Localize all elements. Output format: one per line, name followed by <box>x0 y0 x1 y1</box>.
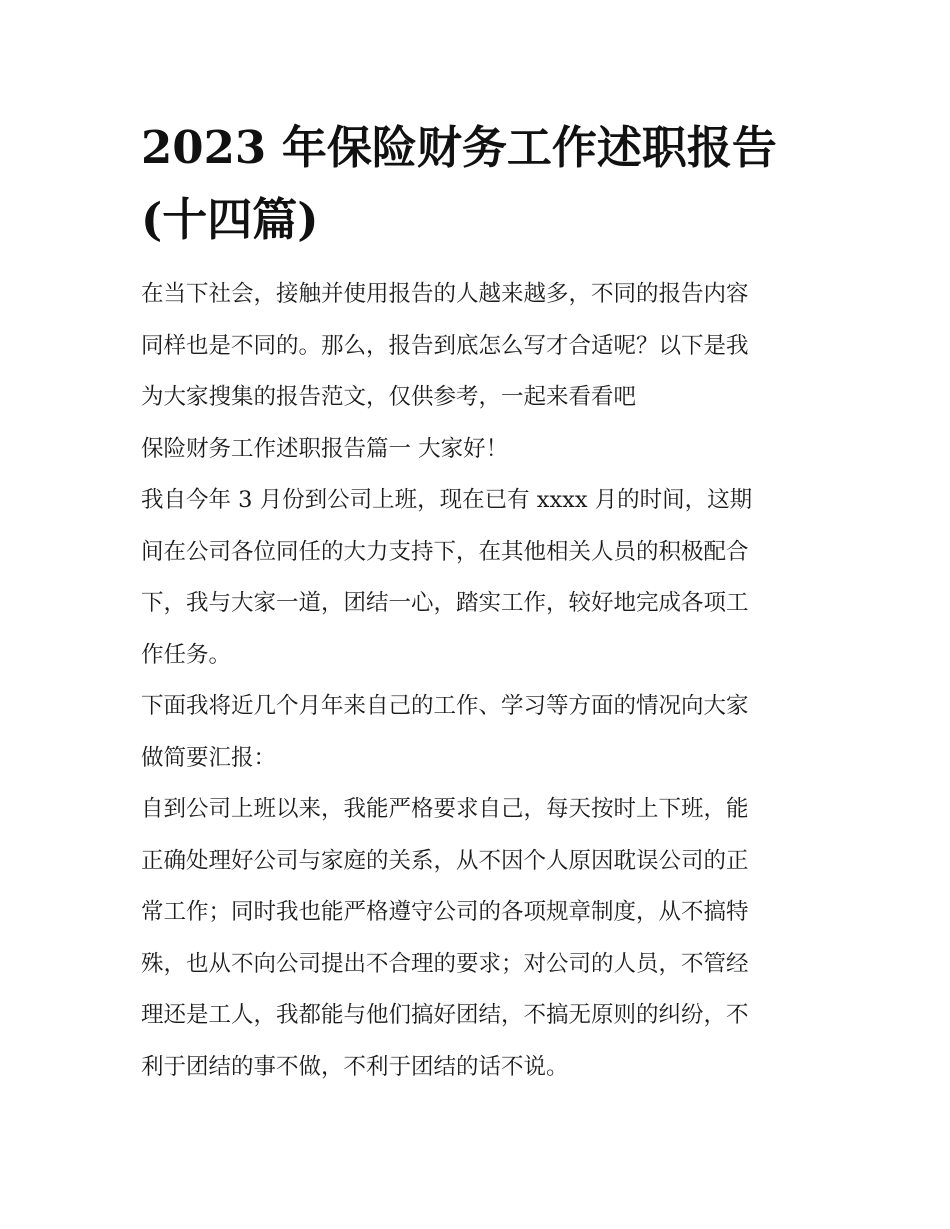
body-line: 同样也是不同的。那么，报告到底怎么写才合适呢？以下是我 <box>141 332 749 359</box>
body-line: 下，我与大家一道，团结一心，踏实工作，较好地完成各项工 <box>141 590 749 616</box>
body-line: 下面我将近几个月年来自己的工作、学习等方面的情况向大家 <box>141 693 749 719</box>
body-line: 理还是工人，我都能与他们搞好团结，不搞无原则的纠纷，不 <box>141 1002 749 1028</box>
body-line: 为大家搜集的报告范文，仅供参考，一起来看看吧 <box>141 384 637 410</box>
document-title <box>141 112 813 256</box>
document-body <box>141 269 813 1093</box>
title-line: (十四篇) <box>141 193 319 246</box>
title-line: 2023 年保险财务工作述职报告 <box>141 121 777 174</box>
body-line: 利于团结的事不做，不利于团结的话不说。 <box>141 1053 569 1080</box>
body-line: 殊，也从不向公司提出不合理的要求；对公司的人员，不管经 <box>141 950 749 977</box>
body-line: 正确处理好公司与家庭的关系，从不因个人原因耽误公司的正 <box>141 847 749 874</box>
document-content <box>141 112 813 1093</box>
body-line: 在当下社会，接触并使用报告的人越来越多，不同的报告内容 <box>141 281 749 307</box>
body-line: 常工作；同时我也能严格遵守公司的各项规章制度，从不搞特 <box>141 899 749 925</box>
body-line: 间在公司各位同任的大力支持下，在其他相关人员的积极配合 <box>141 538 749 565</box>
body-line: 作任务。 <box>141 641 232 668</box>
body-line: 我自今年 3 月份到公司上班，现在已有 xxxx 月的时间，这期 <box>141 487 753 513</box>
body-line: 自到公司上班以来，我能严格要求自己，每天按时上下班，能 <box>141 796 749 822</box>
section-heading-line: 保险财务工作述职报告篇一 大家好！ <box>141 435 509 462</box>
body-line: 做简要汇报： <box>141 744 277 771</box>
